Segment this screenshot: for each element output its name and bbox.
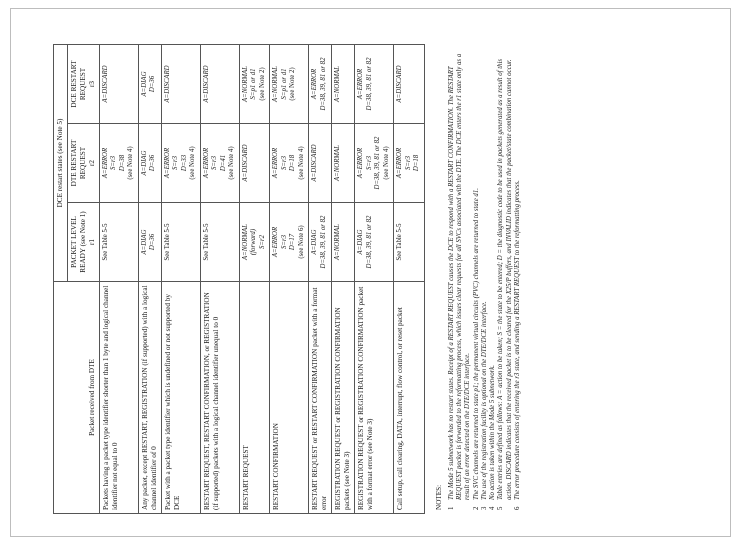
column-header-line: r3 [88, 81, 96, 87]
state-cell-r3 [332, 44, 355, 123]
column-header-r3 [68, 44, 100, 123]
cell-line: S=p1 or d1 [280, 68, 288, 100]
table-row [200, 44, 239, 513]
note-text: The use of the registration facility is optional on the DTE/DCE interface. [480, 301, 488, 500]
cell-line: D=38, 39, 81 or 82 [319, 215, 327, 269]
packet-received-header: Packet received from DTE [54, 282, 100, 514]
table-row [332, 44, 355, 513]
cell-line: A=DIAG [311, 229, 319, 255]
column-header-r2 [68, 124, 100, 203]
note-item [473, 48, 481, 510]
cell-line: See Table 5-5 [396, 223, 404, 261]
cell-line: A=ERROR [163, 147, 171, 179]
cell-line: (see Note 2) [289, 67, 297, 101]
state-cell-r1 [332, 203, 355, 282]
table-row [355, 44, 394, 513]
state-cell-r3 [394, 44, 424, 123]
state-cell-r1 [138, 203, 161, 282]
cell-line: A=DISCARD [311, 144, 319, 182]
cell-line: A=DIAG [140, 229, 148, 255]
state-cell-r1 [100, 203, 139, 282]
note-number: 1 [447, 506, 455, 510]
cell-line: A=ERROR [396, 147, 404, 179]
cell-line: A=NORMAL [241, 224, 249, 260]
table-row [239, 44, 269, 513]
cell-line: A=DISCARD [241, 144, 249, 182]
row-label: RESTART REQUEST, RESTART CONFIRMATION, or REGISTRATION (if supported) packets with a logical channel identifier unequal to 0 [200, 282, 239, 514]
state-cell-r2 [138, 124, 161, 203]
table-row [309, 44, 332, 513]
state-cell-r2 [309, 124, 332, 203]
row-label: Packets having a packet type identifier shorter than 1 byte and logical channel identifier not equal to 0 [100, 282, 139, 514]
note-number: 2 [472, 506, 480, 510]
cell-line: A=ERROR [311, 68, 319, 100]
note-number: 6 [514, 506, 522, 510]
column-header-r1 [68, 203, 100, 282]
cell-line: S=p1 or d1 [250, 68, 258, 100]
column-header-line: REQUEST [79, 146, 87, 180]
state-cell-r3 [161, 44, 200, 123]
state-cell-r1 [161, 203, 200, 282]
cell-line: A=DISCARD [202, 65, 210, 103]
state-cell-r2 [100, 124, 139, 203]
cell-line: S=r3 [280, 155, 288, 171]
cell-line: S=r3 [172, 155, 180, 171]
cell-line: D=38 [118, 154, 126, 172]
cell-line: A=NORMAL [272, 66, 280, 102]
table-row [270, 44, 309, 513]
note-text: No action is taken within the Mode 5 subnetwork. [489, 365, 497, 500]
cell-line: D=18 [413, 154, 421, 172]
cell-line: (see Note 4) [127, 146, 135, 180]
note-text: The Mode 5 subnetwork has no restart states. Receipt of a RESTART REQUEST causes the DCE to respond with a RESTART CONFIRMATION. The RESTART REQUEST packet is forwarded to the reformatting process, which issues clear requests for all SVCs associated with the DTE. The DCE enters the r1 state only as a result of an error detected on the DTE/DCE interface. [447, 53, 472, 500]
cell-line: A=NORMAL [334, 66, 342, 102]
table-header-group-row [54, 44, 68, 513]
note-text: Table entries are defined as follows: A = action to be taken; S = the state to be entered; D = the diagnostic code to be used in packets generated as a result of this action. DISCARD indicates that the received packet is to be cleared for the X25/P buffers, and INVALID indicates that the packet/state combination cannot occur. [497, 58, 513, 500]
state-cell-r2 [161, 124, 200, 203]
cell-line: D=36 [149, 154, 157, 172]
cell-line: (see Note 4) [297, 146, 305, 180]
cell-line: A=ERROR [357, 147, 365, 179]
page-frame [10, 8, 731, 537]
column-header-line: READY (see Note 1) [79, 211, 87, 273]
table-row [100, 44, 139, 513]
cell-line: A=ERROR [357, 68, 365, 100]
cell-line: S=r3 [280, 234, 288, 250]
state-cell-r3 [138, 44, 161, 123]
cell-line: D=38, 39, 81 or 82 [365, 215, 373, 269]
rotated-page [53, 44, 733, 514]
note-text: The error procedure consists of entering the r3 state, and sending a RESTART REQUEST to the reformatting process. [514, 180, 522, 500]
note-item [514, 48, 522, 510]
column-header-line: REQUEST [79, 67, 87, 101]
row-label: REGISTRATION REQUEST or REGISTRATION CONFIRMATION packet with a format error (see Note 3) [355, 282, 394, 514]
row-label: Call setup, call clearing, DATA, interrupt, flow control, or reset packet [394, 282, 424, 514]
cell-line: See Table 5-5 [163, 223, 171, 261]
note-number: 3 [480, 506, 488, 510]
note-item [448, 48, 473, 510]
cell-line: D=18 [289, 154, 297, 172]
state-cell-r3 [200, 44, 239, 123]
column-header-line: r2 [88, 160, 96, 166]
cell-line: D=17 [289, 233, 297, 251]
cell-line: A=ERROR [102, 147, 109, 179]
state-cell-r3 [270, 44, 309, 123]
row-label: REGISTRATION REQUEST or REGISTRATION CONFIRMATION packets (see Note 3) [332, 282, 355, 514]
row-label: RESTART REQUEST or RESTART CONFIRMATION packet with a format error [309, 282, 332, 514]
cell-line: S=r3 [365, 155, 373, 171]
state-cell-r3 [100, 44, 139, 123]
state-cell-r2 [332, 124, 355, 203]
note-item [489, 48, 497, 510]
row-label: Packet with a packet type identifier which is undefined or not supported by DCE [161, 282, 200, 514]
state-group-header: DCE restart states (see Note 5) [54, 44, 68, 281]
cell-line: D=36 [149, 75, 157, 93]
dce-restart-state-table [53, 44, 425, 514]
cell-line: A=NORMAL [334, 145, 342, 181]
column-header-line: r1 [88, 239, 96, 245]
table-row [161, 44, 200, 513]
cell-line: S=r2 [258, 234, 266, 250]
cell-line: S=r3 [110, 155, 118, 171]
state-cell-r1 [200, 203, 239, 282]
cell-line: A=DISCARD [102, 65, 109, 103]
note-number: 4 [489, 506, 497, 510]
state-cell-r1 [355, 203, 394, 282]
state-cell-r2 [200, 124, 239, 203]
state-cell-r3 [355, 44, 394, 123]
cell-line: A=DIAG [140, 71, 148, 97]
cell-line: S=r3 [404, 155, 412, 171]
state-cell-r2 [239, 124, 269, 203]
row-label: RESTART CONFIRMATION [270, 282, 309, 514]
note-item [481, 48, 489, 510]
cell-line: (see Note 4) [189, 146, 197, 180]
cell-line: A=NORMAL [334, 224, 342, 260]
state-cell-r3 [309, 44, 332, 123]
state-cell-r2 [394, 124, 424, 203]
note-number: 5 [497, 506, 505, 510]
state-cell-r1 [394, 203, 424, 282]
cell-line: A=DISCARD [396, 65, 404, 103]
row-label: Any packet, except RESTART, REGISTRATION (if supported) with a logical channel identifier of 0 [138, 282, 161, 514]
cell-line: A=ERROR [272, 226, 280, 258]
state-cell-r1 [239, 203, 269, 282]
state-cell-r1 [309, 203, 332, 282]
notes-section [435, 48, 522, 510]
row-label: RESTART REQUEST [239, 282, 269, 514]
cell-line: (see Note 6) [297, 225, 305, 259]
table-row [394, 44, 424, 513]
state-cell-r2 [355, 124, 394, 203]
note-text: The SVC channels are returned to state p1; the permanent virtual circuits (PVC) channels are returned to state d1. [472, 188, 480, 500]
notes-title: NOTES: [435, 484, 443, 510]
cell-line: S=r3 [211, 155, 219, 171]
cell-line: D=38, 39, 81 or 82 [319, 57, 327, 111]
note-item [497, 48, 514, 510]
cell-line: (forward) [250, 228, 258, 256]
cell-line: (see Note 2) [258, 67, 266, 101]
column-header-line: DTE RESTART [70, 139, 78, 187]
cell-line: A=DISCARD [163, 65, 171, 103]
cell-line: See Table 5-5 [202, 223, 210, 261]
cell-line: A=NORMAL [241, 66, 249, 102]
state-cell-r2 [270, 124, 309, 203]
state-cell-r3 [239, 44, 269, 123]
state-cell-r1 [270, 203, 309, 282]
cell-line: (see Note 4) [228, 146, 236, 180]
cell-line: See Table 5-5 [102, 223, 109, 261]
cell-line: A=ERROR [202, 147, 210, 179]
cell-line: D=36 [149, 233, 157, 251]
cell-line: D=41 [219, 154, 227, 172]
notes-list [448, 48, 523, 510]
table-row [138, 44, 161, 513]
cell-line: (see Note 4) [382, 146, 390, 180]
cell-line: A=DIAG [140, 150, 148, 176]
cell-line: A=ERROR [272, 147, 280, 179]
cell-line: D=33 [180, 154, 188, 172]
column-header-line: DCE RESTART [70, 60, 78, 108]
column-header-line: PACKET LEVEL [70, 216, 78, 268]
cell-line: A=DIAG [357, 229, 365, 255]
cell-line: D=38, 39, 81 or 82 [374, 136, 382, 190]
cell-line: D=38, 39, 81 or 82 [365, 57, 373, 111]
